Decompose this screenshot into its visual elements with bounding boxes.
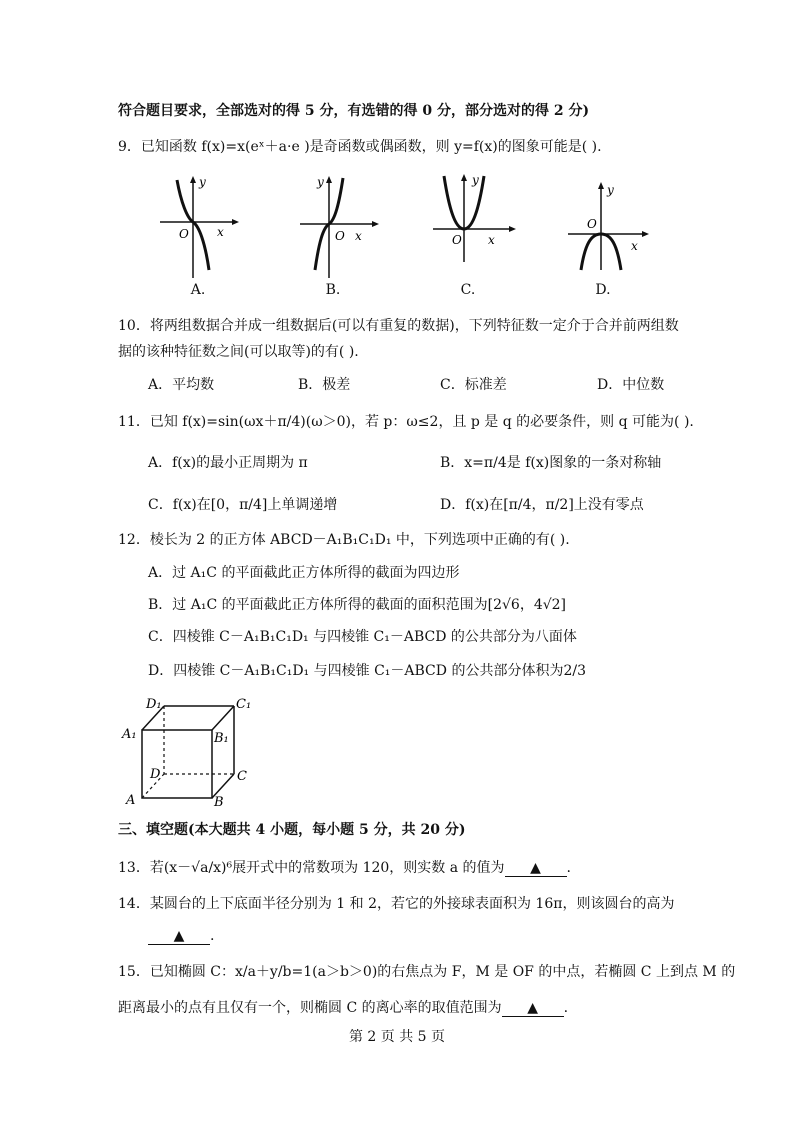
blank-mark-15: ▲	[527, 1000, 539, 1016]
section-intro-text: 符合题目要求，全部选对的得 5 分，有选错的得 0 分，部分选对的得 2 分)	[118, 103, 590, 119]
graph-b-label: B.	[325, 282, 341, 298]
question-11-option-c: C．f(x)在[0，π/4]上单调递增	[148, 497, 338, 513]
blank-mark-14: ▲	[173, 928, 185, 944]
cube-label-d: D	[150, 767, 161, 782]
graph-c-x-label: x	[488, 233, 495, 247]
graph-d-x-label: x	[631, 239, 638, 253]
cube-label-a1: A₁	[122, 727, 137, 742]
graph-a-origin: O	[179, 227, 189, 241]
question-14-text: 14．某圆台的上下底面半径分别为 1 和 2，若它的外接球表面积为 16π，则该圆台的高为	[118, 896, 675, 912]
cube-label-a: A	[126, 793, 136, 808]
question-10-line-2: 据的该种特征数之间(可以取等)的有( ).	[118, 344, 359, 360]
question-13-end: .	[566, 860, 571, 876]
question-12-option-a: A．过 A₁C 的平面截此正方体所得的截面为四边形	[148, 565, 460, 581]
question-10-option-a: A．平均数	[148, 377, 215, 393]
cube-label-c1: C₁	[236, 697, 252, 712]
question-9-text: 9．已知函数 f(x)=x(eˣ＋a·e )是奇函数或偶函数，则 y=f(x)的图象可能是( ).	[118, 139, 602, 155]
graph-d-label: D.	[595, 282, 611, 298]
graph-d-origin: O	[587, 217, 597, 231]
question-13	[118, 858, 571, 878]
answer-blank-14[interactable]	[148, 928, 210, 945]
section-3-heading: 三、填空题(本大题共 4 小题，每小题 5 分，共 20 分)	[118, 822, 466, 838]
cube-label-b: B	[214, 795, 224, 810]
question-15-line-1: 15．已知椭圆 C：x/a＋y/b=1(a＞b＞0)的右焦点为 F，M 是 OF 的中点，若椭圆 C 上到点 M 的	[118, 964, 736, 980]
graph-a-label: A.	[190, 282, 206, 298]
graph-d-y-label: y	[607, 183, 614, 197]
question-11-option-d: D．f(x)在[π/4，π/2]上没有零点	[440, 497, 644, 513]
question-10-option-d: D．中位数	[597, 377, 665, 393]
blank-mark-13: ▲	[530, 860, 541, 876]
question-14-end: .	[210, 928, 215, 944]
question-15-text: 距离最小的点有且仅有一个，则椭圆 C 的离心率的取值范围为	[118, 1000, 502, 1016]
question-12-option-d: D．四棱锥 C－A₁B₁C₁D₁ 与四棱锥 C₁－ABCD 的公共部分体积为2/3	[148, 663, 586, 679]
question-11-option-b: B．x=π/4是 f(x)图象的一条对称轴	[440, 455, 662, 471]
graph-b-origin: O	[335, 229, 345, 243]
cube-label-c: C	[237, 769, 247, 784]
graph-c-origin: O	[452, 233, 462, 247]
question-15-line-2	[118, 998, 568, 1018]
cube-diagram	[118, 692, 258, 810]
question-12-text: 12．棱长为 2 的正方体 ABCD－A₁B₁C₁D₁ 中，下列选项中正确的有( ).	[118, 532, 570, 548]
question-13-text: 13．若(x－√a/x)⁶展开式中的常数项为 120，则实数 a 的值为	[118, 860, 505, 876]
graph-a-x-label: x	[217, 225, 224, 239]
page-footer: 第 2 页 共 5 页	[348, 1029, 446, 1045]
question-12-option-b: B．过 A₁C 的平面截此正方体所得的截面的面积范围为[2√6，4√2]	[148, 597, 567, 613]
question-10-option-c: C．标准差	[440, 377, 507, 393]
question-10-line-1: 10．将两组数据合并成一组数据后(可以有重复的数据)，下列特征数一定介于合并前两组数	[118, 318, 679, 334]
graph-c-y-label: y	[472, 173, 479, 187]
question-11-text: 11．已知 f(x)=sin(ωx＋π/4)(ω＞0)，若 p：ω≤2，且 p 是 q 的必要条件，则 q 可能为( ).	[118, 414, 694, 430]
question-15-end: .	[563, 1000, 569, 1016]
cube-label-d1: D₁	[146, 697, 162, 712]
cube-label-b1: B₁	[214, 731, 229, 746]
question-12-option-c: C．四棱锥 C－A₁B₁C₁D₁ 与四棱锥 C₁－ABCD 的公共部分为八面体	[148, 629, 577, 645]
question-11-option-a: A．f(x)的最小正周期为 π	[148, 455, 308, 471]
graph-b	[295, 172, 385, 280]
graph-b-x-label: x	[355, 229, 362, 243]
graph-c	[430, 172, 525, 267]
question-10-option-b: B．极差	[298, 377, 351, 393]
graph-d	[565, 178, 660, 273]
graph-a-y-label: y	[199, 175, 206, 189]
answer-blank-15[interactable]	[502, 1000, 564, 1017]
answer-blank-13[interactable]	[505, 860, 567, 877]
question-14-answer-line	[148, 926, 214, 946]
graph-c-label: C.	[460, 282, 476, 298]
graph-a	[155, 172, 245, 280]
graph-b-y-label: y	[317, 175, 324, 189]
